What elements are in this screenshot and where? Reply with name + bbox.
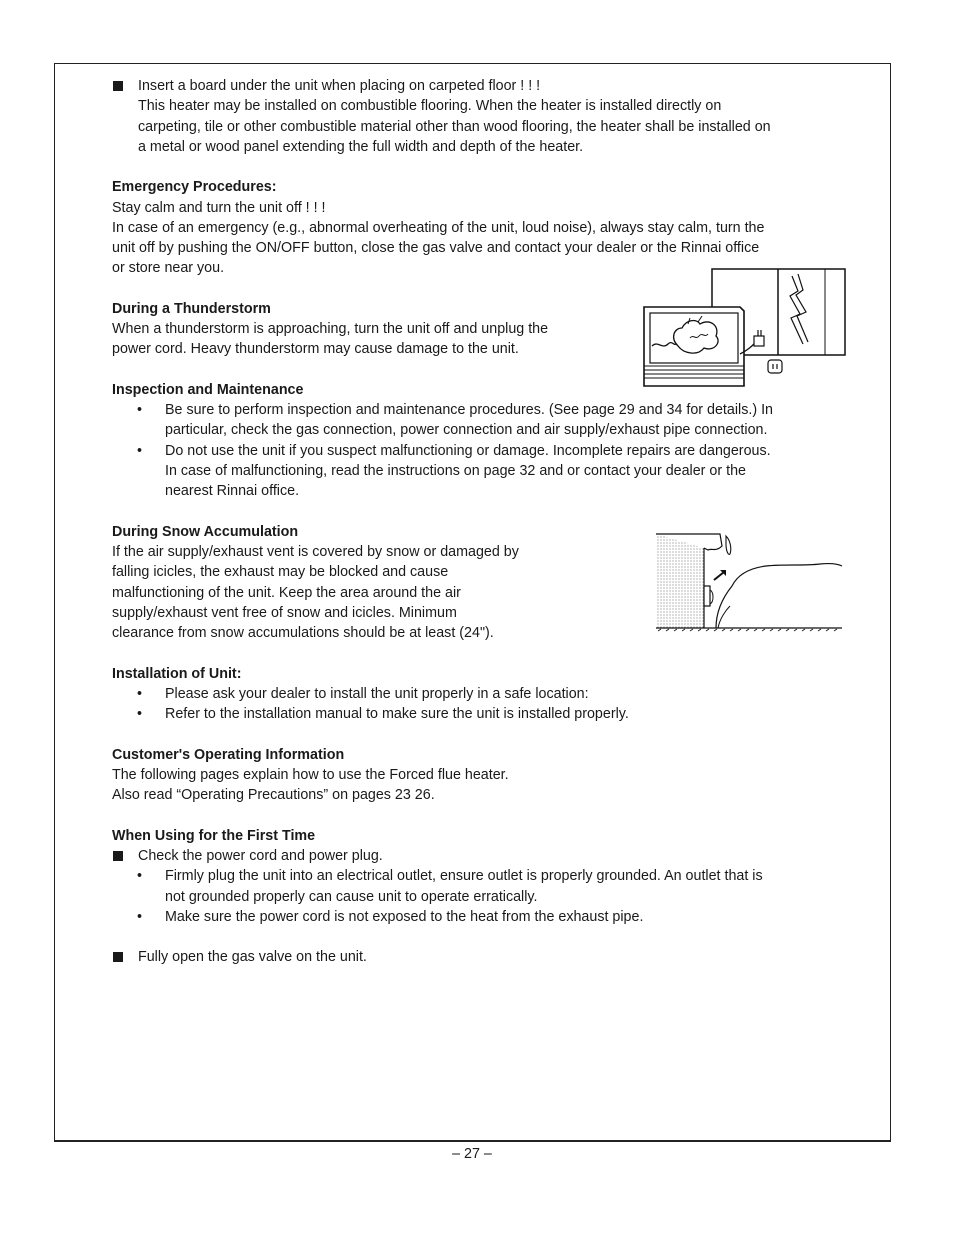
carpet-line-2: This heater may be installed on combustible flooring. When the heater is installed directly on bbox=[138, 98, 722, 114]
square-bullet-icon bbox=[113, 81, 123, 91]
installation-bullet-1: Please ask your dealer to install the unit properly in a safe location: bbox=[165, 686, 589, 702]
inspection-bullet-2-line-3: nearest Rinnai office. bbox=[165, 483, 300, 499]
thunderstorm-line-2: power cord. Heavy thunderstorm may cause damage to the unit. bbox=[112, 341, 519, 357]
snow-line-4: supply/exhaust vent free of snow and icicles. Minimum bbox=[112, 605, 457, 621]
bullet-icon: • bbox=[137, 706, 143, 722]
first-time-check: Check the power cord and power plug. bbox=[138, 848, 383, 864]
thunderstorm-heading: During a Thunderstorm bbox=[112, 301, 271, 317]
emergency-line-1: Stay calm and turn the unit off ! ! ! bbox=[112, 200, 326, 216]
square-bullet-icon bbox=[113, 851, 123, 861]
bullet-icon: • bbox=[137, 868, 143, 884]
thunderstorm-line-1: When a thunderstorm is approaching, turn the unit off and unplug the bbox=[112, 321, 549, 337]
customer-line-2: Also read “Operating Precautions” on pages 23 26. bbox=[112, 787, 435, 803]
emergency-line-2: In case of an emergency (e.g., abnormal overheating of the unit, loud noise), always stay calm, turn the bbox=[112, 220, 765, 236]
page-number: – 27 – bbox=[452, 1146, 492, 1162]
emergency-line-4: or store near you. bbox=[112, 260, 225, 276]
inspection-heading: Inspection and Maintenance bbox=[112, 382, 304, 398]
customer-line-1: The following pages explain how to use the Forced flue heater. bbox=[112, 767, 509, 783]
snow-heading: During Snow Accumulation bbox=[112, 524, 299, 540]
snow-vent-illustration bbox=[654, 530, 844, 636]
first-time-bullet-2: Make sure the power cord is not exposed to the heat from the exhaust pipe. bbox=[165, 909, 644, 925]
bullet-icon: • bbox=[137, 402, 143, 418]
snow-line-2: falling icicles, the exhaust may be blocked and cause bbox=[112, 564, 449, 580]
emergency-line-3: unit off by pushing the ON/OFF button, close the gas valve and contact your dealer or the Rinnai office bbox=[112, 240, 760, 256]
first-time-gas: Fully open the gas valve on the unit. bbox=[138, 949, 367, 965]
first-time-bullet-1-line-2: not grounded properly can cause unit to operate erratically. bbox=[165, 889, 538, 905]
inspection-bullet-1-line-2: particular, check the gas connection, power connection and air supply/exhaust pipe connection. bbox=[165, 422, 768, 438]
installation-bullet-2: Refer to the installation manual to make sure the unit is installed properly. bbox=[165, 706, 629, 722]
bullet-icon: • bbox=[137, 443, 143, 459]
inspection-bullet-1-line-1: Be sure to perform inspection and maintenance procedures. (See page 29 and 34 for details.) In bbox=[165, 402, 773, 418]
customer-heading: Customer's Operating Information bbox=[112, 747, 345, 763]
snow-line-3: malfunctioning of the unit. Keep the area around the air bbox=[112, 585, 461, 601]
first-time-heading: When Using for the First Time bbox=[112, 828, 316, 844]
carpet-line-4: a metal or wood panel extending the full width and depth of the heater. bbox=[138, 139, 584, 155]
emergency-heading: Emergency Procedures: bbox=[112, 179, 277, 195]
square-bullet-icon bbox=[113, 952, 123, 962]
bullet-icon: • bbox=[137, 686, 143, 702]
snow-line-1: If the air supply/exhaust vent is covered by snow or damaged by bbox=[112, 544, 519, 560]
carpet-line-1: Insert a board under the unit when placing on carpeted floor ! ! ! bbox=[138, 78, 541, 94]
inspection-bullet-2-line-1: Do not use the unit if you suspect malfunctioning or damage. Incomplete repairs are dangerous. bbox=[165, 443, 771, 459]
inspection-bullet-2-line-2: In case of malfunctioning, read the instructions on page 32 and or contact your dealer or the bbox=[165, 463, 746, 479]
thunderstorm-illustration bbox=[640, 266, 848, 390]
carpet-line-3: carpeting, tile or other combustible material other than wood flooring, the heater shall be installed on bbox=[138, 119, 771, 135]
snow-line-5: clearance from snow accumulations should be at least (24"). bbox=[112, 625, 494, 641]
installation-heading: Installation of Unit: bbox=[112, 666, 242, 682]
first-time-bullet-1-line-1: Firmly plug the unit into an electrical outlet, ensure outlet is properly grounded. An outlet that is bbox=[165, 868, 763, 884]
bullet-icon: • bbox=[137, 909, 143, 925]
